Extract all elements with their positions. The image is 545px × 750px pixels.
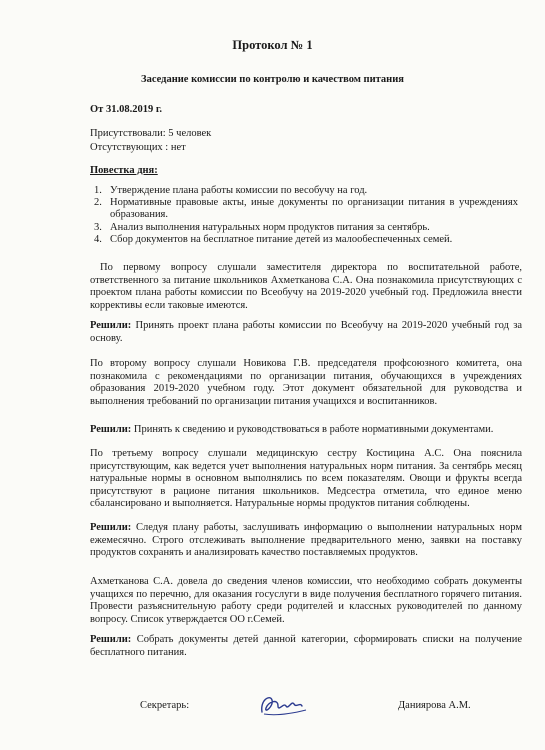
decision-3 — [90, 522, 522, 560]
agenda-item: 1. Утверждение плана работы комиссии по весобучу на год. — [94, 185, 368, 196]
decision-label: Решили: — [90, 522, 132, 533]
agenda-list — [90, 185, 518, 246]
agenda-item: 2. Нормативные правовые акты, иные документы по организации питания в учреждениях образования. — [94, 197, 518, 221]
paragraph-question-1: По первому вопросу слушали заместителя директора по воспитательной работе, ответственного за питание школьников Ахметканова С.А. Она познакомила присутствующих с проектом плана работы комиссии по Всеобучу на 2019-2020 учебный год. Предложила внести коррективы если таковые имеются. — [90, 262, 522, 311]
paragraph-question-2: По второму вопросу слушали Новикова Г.В. председателя профсоюзного комитета, она познакомила с рекомендациями по организации питания, обучающихся в учреждениях образования 2019-2020 учебном году. Этот документ обязательной для руководства и выполнения требований по организации питания учащихся и воспитанников. — [90, 358, 522, 407]
agenda-title: Повестка дня: — [90, 165, 158, 176]
secretary-label: Секретарь: — [140, 700, 190, 711]
document-title: Протокол № 1 — [232, 38, 313, 52]
handwritten-signature — [256, 690, 312, 720]
paragraph-question-4: Ахметканова С.А. довела до сведения членов комиссии, что необходимо собрать документы учащихся по перечню, для оказания госуслуги в виде получения бесплатного горячего питания. Провести разъяснительную работу среди родителей и классных руководителей по данному вопросу. Список утверждается ОО г.Семей. — [90, 576, 522, 625]
decision-text: Принять к сведению и руководствоваться в работе нормативными документами. — [133, 424, 494, 435]
absent-count: Отсутствующих : нет — [90, 142, 186, 153]
decision-text: Принять проект плана работы комиссии по Всеобучу на 2019-2020 учебный год за основу. — [90, 320, 523, 344]
decision-text: Собрать документы детей данной категории, сформировать списки на получение бесплатного питания. — [90, 634, 522, 658]
secretary-name: Даниярова А.М. — [398, 700, 471, 711]
paragraph-question-3: По третьему вопросу слушали медицинскую сестру Костицина А.С. Она пояснила присутствующим, как ведется учет выполнения натуральных норм питания. За сентябрь месяц натуральные нормы в основном выполнялись по всем показателям. Овощи и фрукты всегда присутствуют в рационе питания школьников. Медсестра отметила, что единое меню сбалансировано и выполняется. Натуральные нормы продуктов питания соблюдены. — [90, 448, 522, 510]
present-count: Присутствовали: 5 человек — [90, 128, 212, 139]
decision-label: Решили: — [90, 320, 132, 331]
decision-4 — [90, 634, 522, 659]
decision-text: Следуя плану работы, заслушивать информацию о выполнении натуральных норм ежемесячно. Строго отслеживать выполнение предварительного меню, заявки на поставку продуктов сохранять и анализировать качество поставляемых продуктов. — [90, 522, 523, 559]
agenda-item: 3. Анализ выполнения натуральных норм продуктов питания за сентябрь. — [94, 221, 430, 233]
decision-label: Решили: — [90, 634, 132, 645]
decision-1 — [90, 320, 522, 345]
agenda-item: 4. Сбор документов на бесплатное питание детей из малообеспеченных семей. — [94, 233, 453, 245]
decision-2 — [90, 424, 522, 437]
decision-label: Решили: — [90, 424, 132, 435]
document-date: От 31.08.2019 г. — [90, 104, 163, 115]
document-subtitle: Заседание комиссии по контролю и качеством питания — [141, 74, 404, 85]
